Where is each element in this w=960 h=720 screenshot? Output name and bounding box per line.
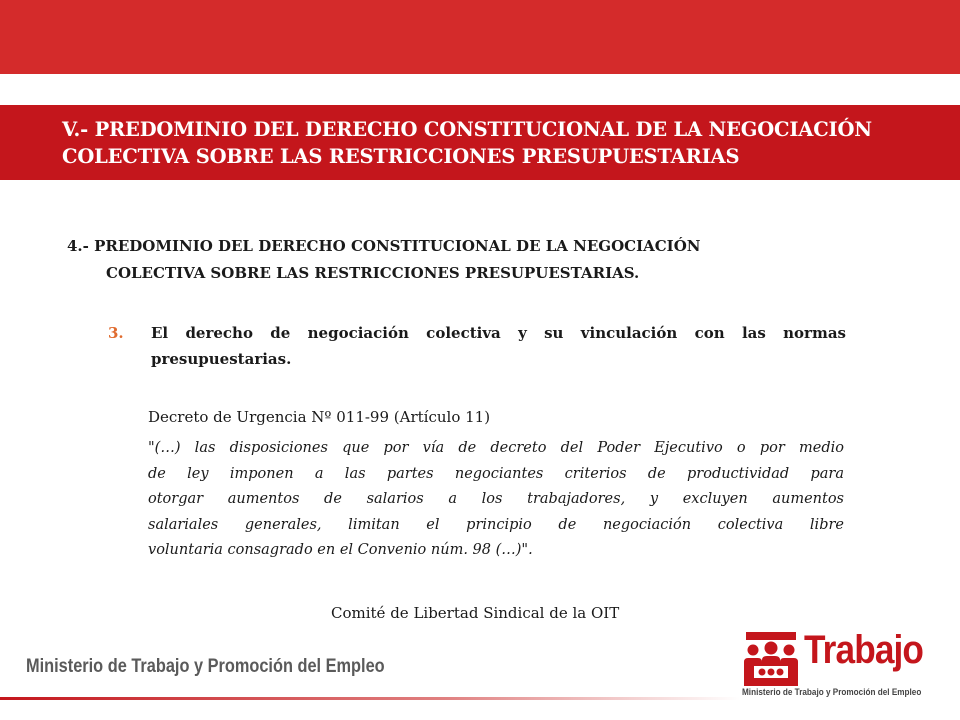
footer-ministry-name: Ministerio de Trabajo y Promoción del Empleo: [26, 656, 385, 677]
people-icon: [740, 632, 802, 688]
quote-line: de ley imponen a las partes negociantes criterios de productividad para: [148, 465, 844, 482]
trabajo-logo: [740, 628, 940, 702]
numbered-item: [108, 320, 846, 372]
logo-subtitle: Ministerio de Trabajo y Promoción del Empleo: [742, 687, 922, 698]
top-red-bar: [0, 0, 960, 74]
slide-title: [62, 116, 942, 170]
item-number: 3.: [108, 324, 124, 342]
slide-title-line: COLECTIVA SOBRE LAS RESTRICCIONES PRESUPUESTARIAS: [62, 145, 740, 168]
footer-divider: [0, 697, 740, 700]
quote-line: "(…) las disposiciones que por vía de decreto del Poder Ejecutivo o por medio: [148, 440, 844, 456]
quote-line: salariales generales, limitan el principio de negociación colectiva libre: [148, 516, 844, 533]
section-heading: [67, 233, 867, 287]
quote-line: voluntaria consagrado en el Convenio núm. 98 (…)".: [148, 542, 533, 558]
quote-block: [148, 436, 844, 564]
section-heading-line: 4.- PREDOMINIO DEL DERECHO CONSTITUCIONAL DE LA NEGOCIACIÓN: [67, 237, 701, 255]
section-heading-line: COLECTIVA SOBRE LAS RESTRICCIONES PRESUPUESTARIAS.: [106, 264, 640, 282]
slide-title-line: V.- PREDOMINIO DEL DERECHO CONSTITUCIONAL DE LA NEGOCIACIÓN: [62, 118, 872, 141]
quote-attribution: Comité de Libertad Sindical de la OIT: [331, 604, 620, 622]
item-text-line: presupuestarias.: [151, 350, 292, 368]
quote-line: otorgar aumentos de salarios a los trabajadores, y excluyen aumentos: [148, 491, 844, 507]
logo-wordmark: Trabajo: [804, 628, 924, 672]
item-text-line: El derecho de negociación colectiva y su vinculación con las normas: [151, 324, 846, 342]
decree-reference: Decreto de Urgencia Nº 011-99 (Artículo 11): [148, 408, 491, 426]
item-text: [151, 320, 846, 372]
